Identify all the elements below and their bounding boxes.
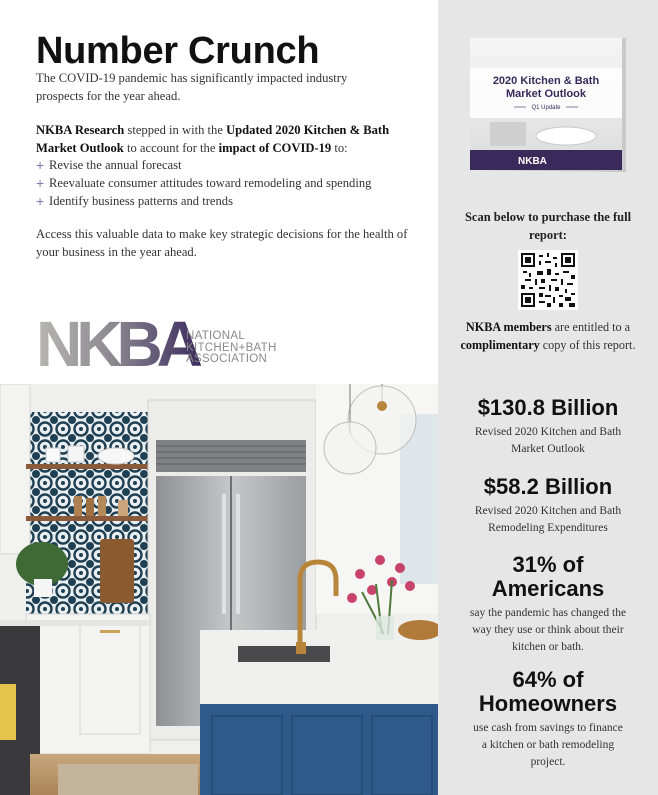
qr-code-icon <box>521 253 575 307</box>
stat-value: 64% of Homeowners <box>478 667 618 716</box>
stat-description: Revised 2020 Kitchen and Bath Remodeling Expenditures <box>474 505 622 534</box>
stat-description: use cash from savings to finance a kitchen or bath remodeling project. <box>473 722 623 768</box>
bullet-list <box>36 156 371 210</box>
plus-icon: + <box>36 157 45 173</box>
list-item: + Reevaluate consumer attitudes toward remodeling and spending <box>36 175 372 191</box>
report-brand: NKBA <box>518 156 547 167</box>
stat-value: 31% of Americans <box>491 552 605 601</box>
scan-text: Scan below to purchase the full report: <box>464 210 632 242</box>
stat-description: Revised 2020 Kitchen and Bath Market Outlook <box>474 426 622 455</box>
report-title-1: 2020 Kitchen & Bath <box>492 75 600 87</box>
qr-code[interactable] <box>518 250 578 310</box>
stat-item <box>455 668 641 771</box>
stat-value: $58.2 Billion <box>483 474 613 499</box>
list-item: + Identify business patterns and trends <box>36 193 233 209</box>
plus-icon: + <box>36 175 45 191</box>
stat-item <box>455 475 641 537</box>
impact-text: impact of COVID-19 <box>218 140 332 155</box>
kitchen-photo <box>0 384 438 795</box>
stat-item <box>455 553 641 656</box>
members-text: NKBA members are entitled to a complimentary copy of this report. <box>460 320 636 352</box>
intro-text: The COVID-19 pandemic has significantly impacted industry prospects for the year ahead. <box>36 71 348 103</box>
stat-item <box>455 396 641 458</box>
report-cover <box>470 38 628 174</box>
stat-description: say the pandemic has changed the way they use or think about their kitchen or bath. <box>469 607 627 653</box>
list-item: + Revise the annual forecast <box>36 157 182 173</box>
stat-value: $130.8 Billion <box>477 395 619 420</box>
access-text: Access this valuable data to make key strategic decisions for the health of your business in the year ahead. <box>36 227 408 259</box>
report-title-2: Market Outlook <box>505 88 587 100</box>
logo-mark: NKBA <box>36 312 197 372</box>
logo-subtitle: NATIONAL KITCHEN+BATH ASSOCIATION <box>186 330 277 365</box>
page-title: Number Crunch <box>36 30 320 72</box>
research-org: NKBA Research <box>36 123 125 137</box>
report-name: Updated 2020 Kitchen & Bath Market Outlook <box>36 123 390 155</box>
report-subtitle: Q1 Update <box>531 105 561 111</box>
plus-icon: + <box>36 193 45 209</box>
research-paragraph: NKBA Research stepped in with the Updated 2020 Kitchen & Bath Market Outlook to account for the impact of COVID-19 to: <box>36 123 390 155</box>
